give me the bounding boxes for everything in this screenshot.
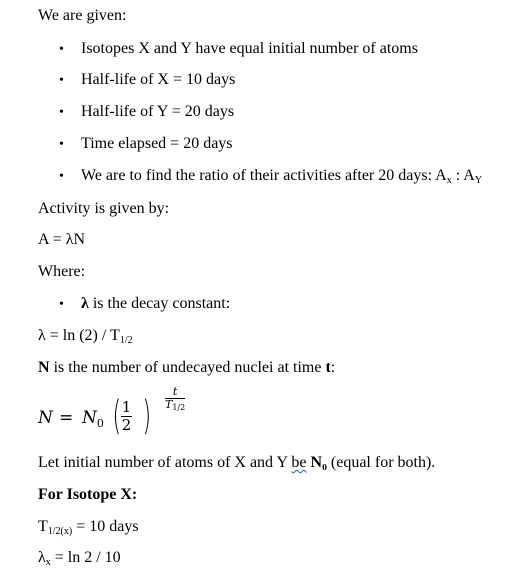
formula-fraction xyxy=(121,399,132,433)
ratio-x-subscript: x xyxy=(446,175,452,186)
initial-statement-post: (equal for both). xyxy=(326,454,436,471)
given-item-text: Isotopes X and Y have equal initial number of atoms xyxy=(81,40,418,57)
isotope-x-heading xyxy=(38,485,137,505)
given-item-2 xyxy=(59,70,235,91)
lambda-formula xyxy=(38,326,133,346)
intro-text: We are given: xyxy=(38,7,127,24)
lambda-x-main: λ xyxy=(38,549,46,566)
t-symbol: t xyxy=(325,359,331,376)
fraction-denominator: 2 xyxy=(121,416,132,434)
lambda-x-rest: = ln 2 / 10 xyxy=(50,549,121,566)
formula-equals: = xyxy=(59,408,74,428)
formula-paren-close: ) xyxy=(142,393,152,439)
lambda-formula-subscript: 1/2 xyxy=(119,335,133,346)
half-life-x-main: T xyxy=(38,518,48,535)
n-definition-end: : xyxy=(330,359,336,376)
formula-n0-subscript: 0 xyxy=(96,417,104,430)
ratio-y-subscript: Y xyxy=(474,175,483,186)
lambda-x xyxy=(38,548,121,568)
exponent-den-subscript: 1/2 xyxy=(172,403,186,412)
initial-n0: N₀ xyxy=(310,454,327,471)
n-symbol: N xyxy=(38,359,50,376)
activity-intro: Activity is given by: xyxy=(38,200,170,217)
lambda-formula-main: λ = ln (2) / T xyxy=(38,327,120,344)
lambda-item xyxy=(59,294,230,315)
lambda-symbol: λ xyxy=(81,295,89,312)
fraction-numerator: 1 xyxy=(121,398,132,416)
given-item-text: Half-life of X = 10 days xyxy=(81,71,236,88)
given-item-3 xyxy=(59,102,234,123)
formula-n0-main: N xyxy=(82,408,97,428)
exponent-denominator xyxy=(165,399,185,411)
n-definition xyxy=(38,358,335,378)
given-item-text: Half-life of Y = 20 days xyxy=(81,103,235,120)
where-label: Where: xyxy=(38,263,86,280)
half-life-x xyxy=(38,517,139,537)
spellcheck-word: be xyxy=(291,454,307,471)
bullet-dot: • xyxy=(59,169,64,184)
exponent-numerator: t xyxy=(165,386,185,399)
half-life-x-subscript: 1/2(x) xyxy=(47,526,73,537)
initial-statement-pre: Let initial number of atoms of X and Y xyxy=(38,454,292,471)
exponent-den-main: T xyxy=(165,398,173,411)
activity-formula: A = λN xyxy=(38,231,86,248)
bullet-dot: • xyxy=(59,42,64,57)
initial-statement xyxy=(38,453,435,473)
formula-n0 xyxy=(82,408,104,428)
formula-exponent xyxy=(165,386,185,411)
given-item-4 xyxy=(59,134,233,155)
given-item-text: We are to find the ratio of their activities after 20 days: A xyxy=(81,167,447,184)
n-definition-text: is the number of undecayed nuclei at time xyxy=(49,359,326,376)
bullet-dot: • xyxy=(59,105,64,120)
formula-lhs: N xyxy=(38,408,53,428)
given-item-5 xyxy=(59,166,482,187)
lambda-item-text: is the decay constant: xyxy=(88,295,231,312)
bullet-dot: • xyxy=(59,137,64,152)
lambda-x-subscript: x xyxy=(45,557,51,568)
given-item-text: Time elapsed = 20 days xyxy=(81,135,233,152)
bullet-dot: • xyxy=(59,73,64,88)
ratio-separator: : A xyxy=(451,167,475,184)
half-life-x-rest: = 10 days xyxy=(72,518,139,535)
given-item-1 xyxy=(59,39,418,60)
bullet-dot: • xyxy=(59,297,64,312)
isotope-x-heading-text: For Isotope X: xyxy=(38,486,138,503)
formula-paren-open: ( xyxy=(112,393,122,439)
